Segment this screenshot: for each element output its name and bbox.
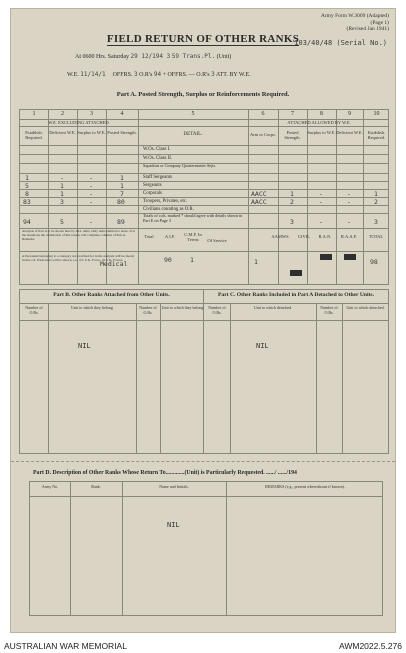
col-number: 8 <box>320 111 323 117</box>
unit-name: 59 Trans.Pl. <box>171 53 216 60</box>
cell: 94 <box>23 218 31 226</box>
header-establishment-right: Establish. Required. <box>367 130 386 140</box>
analysis-value: 90 <box>164 256 172 264</box>
cell: - <box>89 198 93 206</box>
part-b-table: Part B. Other Ranks Attached from Other Units. Number of O.Rs. Unit to which they belong Number of O.Rs. Unit to which they belong NIL <box>19 289 204 454</box>
col-number: 5 <box>191 111 195 117</box>
cell: 2 <box>374 198 378 206</box>
form-ref-line-3: (Revised Jan 1941) <box>346 26 389 32</box>
analysis-note: A Personnel belonging to a category not provided for in the analysis will be shown in this col. Particulars will be shown, i.e., 2/C U.K. Force, 19 U.K. Forces. <box>22 254 135 262</box>
part-c-table: Part C. Other Ranks Included in Part A Detached to Other Units. Number of O.Rs. Unit to which detached. Number of O.Rs. Unit to which detached. NIL <box>204 289 389 454</box>
cell: - <box>89 190 93 198</box>
cell: 1 <box>290 190 294 198</box>
detail-totals: Totals of cols. marked * should agree with details shown in Part E on Page 3 <box>143 213 243 223</box>
cell: 1 <box>120 174 124 182</box>
analysis-value: 98 <box>370 258 378 266</box>
cell: 1 <box>120 182 124 190</box>
detail-corporals: Corporals <box>143 191 162 196</box>
form-ref-line-1: Army Form W.3009 (Adapted) <box>320 13 389 19</box>
cell: 89 <box>117 218 125 226</box>
part-c-title: Part C. Other Ranks Included in Part A Detached to Other Units. <box>218 292 374 298</box>
detail-wo1: W.Os. Class I. <box>143 147 171 152</box>
header-posted: Posted Strength. <box>107 130 137 135</box>
analysis-head: Total <box>144 234 154 239</box>
detail-wo2: W.Os. Class II. <box>143 156 173 161</box>
redaction-mark <box>344 254 356 260</box>
analysis-head: Of Service <box>207 238 227 243</box>
detail-sergeants: Sergeants <box>143 183 162 188</box>
header-detail: DETAIL. <box>183 132 203 137</box>
cell: - <box>89 174 93 182</box>
analysis-typed: Medical <box>100 260 128 268</box>
serial-number: 103/40/48 (Serial No.) <box>294 39 387 47</box>
header-establishment: Establish. Required. <box>25 130 43 140</box>
page-title: FIELD RETURN OF OTHER RANKS <box>106 33 300 45</box>
group-header-right: ATTACHED ALLOWED BY W.E. <box>287 120 351 125</box>
detail-cqms: Squadron or Company Quartermaster Sejts. <box>143 163 217 168</box>
document-page <box>10 8 396 633</box>
col-number: 2 <box>61 111 64 117</box>
col-number: 6 <box>261 111 265 117</box>
cell: 1 <box>60 190 64 198</box>
group-header-left: W.E. EXCLUDING ATTACHED. <box>48 120 110 125</box>
cell: 3 <box>60 198 64 206</box>
part-b-title: Part B. Other Ranks Attached from Other Units. <box>53 292 170 298</box>
analysis-value: 1 <box>190 256 194 264</box>
cell: 1 <box>60 182 64 190</box>
part-a-title: Part A. Posted Strength, Surplus or Reinforcements Required. <box>116 91 290 98</box>
cell: AACC <box>251 190 267 198</box>
strength-line: W.E. 11/14/1 OFFRS. 3 O.R's 94 + OFFRS. — O.R's 3 ATT. BY W.E. <box>67 71 251 78</box>
analysis-head: A.I.F. <box>164 234 176 239</box>
cell: 80 <box>117 198 125 206</box>
analysis-head: C.M.F. In Terms <box>184 232 202 242</box>
analysis-head: R.A.N. <box>318 234 332 239</box>
part-a-table <box>19 109 389 285</box>
archive-caption-left: AUSTRALIAN WAR MEMORIAL <box>4 641 127 651</box>
form-reference <box>321 13 389 33</box>
cell: - <box>347 198 351 206</box>
analysis-head: CIVIL <box>298 234 310 239</box>
col-number: 1 <box>32 111 36 117</box>
detail-civilians: Civilians counting as O.R. <box>143 207 194 212</box>
header-posted-right: Posted Strength. <box>284 130 301 140</box>
col-number: 10 <box>373 111 380 117</box>
redaction-mark <box>320 254 332 260</box>
cell: 5 <box>60 218 64 226</box>
cell: 3 <box>290 218 294 226</box>
cell: AACC <box>251 198 267 206</box>
part-d-nil: NIL <box>167 521 180 529</box>
col-number: 7 <box>291 111 294 117</box>
header-surplus-right: Surplus to W.E. <box>307 130 336 135</box>
perforation-line <box>11 461 395 462</box>
we-value: 11/14/1 <box>80 71 106 78</box>
cell: 2 <box>290 198 294 206</box>
header-arm-corps: Arm or Corps. <box>249 132 277 137</box>
cell: - <box>89 182 93 190</box>
part-b-nil: NIL <box>78 342 91 350</box>
detail-privates: Troopers, Privates, etc. <box>143 199 188 204</box>
analysis-head: R.A.A.F. <box>340 234 358 239</box>
archive-caption-right: AWM2022.5.276 <box>339 641 402 651</box>
cell: 1 <box>25 174 29 182</box>
part-d-table: Army No. Rank. Name and Initials. REMARKS (e.g., present whereabouts if known). NIL <box>29 481 383 616</box>
part-c-nil: NIL <box>256 342 269 350</box>
col-number: 9 <box>348 111 351 117</box>
analysis-head: TOTAL <box>368 234 384 239</box>
cell: 3 <box>374 218 378 226</box>
cell: - <box>319 218 323 226</box>
analysis-instructions: Analysis of Part A to be shown here by ALL units. Only units entitled to leave, if at the situations the cumulation of this return, will complete columns of Part A. Remarks. <box>22 229 135 241</box>
col-number: 4 <box>120 111 124 117</box>
return-date-line: At 0600 Hrs. Saturday 29 12/194 3 59 Trans.Pl. (Unit) <box>75 53 232 60</box>
analysis-head: AAMWS <box>271 234 289 239</box>
header-deficient: Deficient W.E. <box>49 130 76 135</box>
detail-staff-sergeants: Staff Sergeants <box>143 175 172 180</box>
cell: 5 <box>25 182 29 190</box>
form-ref-line-2: (Page 1) <box>370 19 389 26</box>
cell: 7 <box>120 190 124 198</box>
analysis-value: 1 <box>254 258 258 266</box>
cell: - <box>319 190 323 198</box>
cell: - <box>89 218 93 226</box>
col-number: 3 <box>90 111 93 117</box>
cell: - <box>60 174 64 182</box>
cell: - <box>319 198 323 206</box>
cell: 1 <box>374 190 378 198</box>
return-date: 29 12/194 3 <box>130 53 171 60</box>
redaction-mark <box>290 270 302 276</box>
cell: - <box>347 218 351 226</box>
cell: - <box>347 190 351 198</box>
part-d-title: Part D. Description of Other Ranks Whose Return To.............(Unit) is Particularly Requested. ....../ ....../194 <box>33 470 297 476</box>
header-deficient-right: Deficient W.E. <box>336 130 363 135</box>
header-surplus: Surplus to W.E. <box>77 130 106 135</box>
cell: 8 <box>25 190 29 198</box>
cell: 83 <box>23 198 31 206</box>
